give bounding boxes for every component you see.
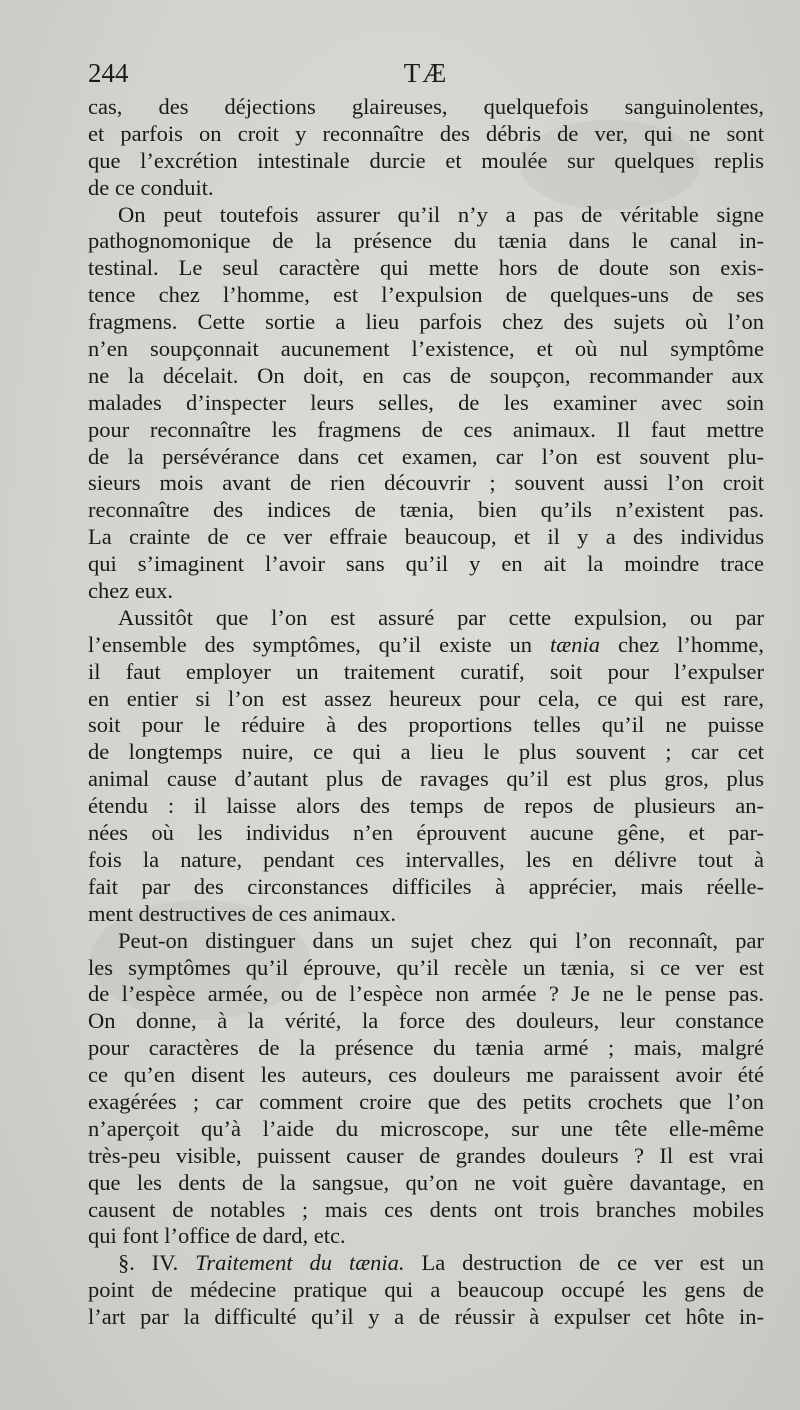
text-segment: très-peu visible, puissent causer de grandes douleurs ? Il est vrai <box>88 1142 764 1168</box>
text-line <box>88 955 764 982</box>
text-segment: testinal. Le seul caractère qui mette hors de doute son exis- <box>88 255 764 281</box>
text-segment: fait par des circonstances difficiles à apprécier, mais réelle- <box>88 873 764 899</box>
text-line <box>88 417 764 444</box>
text-line <box>88 928 764 955</box>
text-line <box>88 1197 764 1224</box>
italic-segment: tænia <box>550 631 601 657</box>
text-segment: pour caractères de la présence du tænia armé ; mais, malgré <box>88 1035 764 1061</box>
text-line <box>88 148 764 175</box>
text-line <box>88 739 764 766</box>
text-segment: point de médecine pratique qui a beaucoup occupé les gens de <box>88 1277 764 1303</box>
text-segment: il faut employer un traitement curatif, soit pour l’expulser <box>88 658 764 684</box>
text-segment: ment destructives de ces animaux. <box>88 900 397 926</box>
text-segment: reconnaître des indices de tænia, bien qu’ils n’existent pas. <box>88 497 764 523</box>
text-segment: l’ensemble des symptômes, qu’il existe un <box>88 631 551 657</box>
text-line <box>88 524 764 551</box>
text-line <box>88 363 764 390</box>
text-segment: ce qu’en disent les auteurs, ces douleurs me paraissent avoir été <box>88 1062 764 1088</box>
text-line <box>88 94 764 121</box>
text-line <box>88 1223 764 1250</box>
text-segment: causent de notables ; mais ces dents ont trois branches mobiles <box>88 1196 764 1222</box>
text-segment: cas, des déjections glaireuses, quelquefois sanguinolentes, <box>88 94 764 119</box>
text-line <box>88 309 764 336</box>
text-line <box>88 228 764 255</box>
text-segment: n’en soupçonnait aucunement l’existence, et où nul symptôme <box>88 336 764 362</box>
text-segment: Peut-on distinguer dans un sujet chez qui l’on reconnaît, par <box>118 927 764 953</box>
text-line <box>88 282 764 309</box>
text-segment: pour reconnaître les fragmens de ces animaux. Il faut mettre <box>88 416 764 442</box>
text-segment: n’aperçoit qu’à l’aide du microscope, sur une tête elle-même <box>88 1115 764 1141</box>
text-segment: l’art par la difficulté qu’il y a de réussir à expulser cet hôte in- <box>88 1304 764 1330</box>
text-segment: tence chez l’homme, est l’expulsion de quelques-uns de ses <box>88 282 764 308</box>
text-segment: en entier si l’on est assez heureux pour cela, ce qui est rare, <box>88 685 764 711</box>
text-line <box>88 605 764 632</box>
text-segment: §. IV. <box>118 1250 196 1276</box>
text-segment: de l’espèce armée, ou de l’espèce non armée ? Je ne le pense pas. <box>88 981 764 1007</box>
text-segment: que l’excrétion intestinale durcie et moulée sur quelques replis <box>88 147 764 173</box>
text-line <box>88 820 764 847</box>
text-line <box>88 686 764 713</box>
text-segment: animal cause d’autant plus de ravages qu’il est plus gros, plus <box>88 766 764 792</box>
text-line <box>88 1304 764 1331</box>
text-segment: soit pour le réduire à des proportions telles qu’il ne puisse <box>88 712 764 738</box>
text-line <box>88 390 764 417</box>
text-line <box>88 470 764 497</box>
text-segment: de la persévérance dans cet examen, car l’on est souvent plu- <box>88 443 764 469</box>
italic-segment: Traitement du tænia. <box>195 1250 405 1276</box>
text-segment: nées où les individus n’en éprouvent aucune gêne, et par- <box>88 820 764 846</box>
text-segment: Aussitôt que l’on est assuré par cette expulsion, ou par <box>118 604 764 630</box>
text-segment: pathognomonique de la présence du tænia dans le canal in- <box>88 228 764 254</box>
text-line <box>88 175 764 202</box>
text-line <box>88 1062 764 1089</box>
running-head: TÆ <box>403 58 449 88</box>
page-number: 244 <box>88 58 129 88</box>
text-line <box>88 121 764 148</box>
text-segment: de longtemps nuire, ce qui a lieu le plus souvent ; car cet <box>88 739 764 765</box>
body-text <box>88 94 764 1331</box>
text-line <box>88 1008 764 1035</box>
text-segment: On donne, à la vérité, la force des douleurs, leur constance <box>88 1008 764 1034</box>
text-line <box>88 847 764 874</box>
text-segment: La destruction de ce ver est un <box>404 1250 764 1276</box>
text-line <box>88 336 764 363</box>
text-segment: étendu : il laisse alors des temps de repos de plusieurs an- <box>88 793 764 819</box>
text-line <box>88 901 764 928</box>
text-line <box>88 1035 764 1062</box>
text-line <box>88 766 764 793</box>
text-line <box>88 874 764 901</box>
text-segment: chez eux. <box>88 578 173 604</box>
text-line <box>88 497 764 524</box>
text-line <box>88 712 764 739</box>
text-segment: les symptômes qu’il éprouve, qu’il recèle un tænia, si ce ver est <box>88 954 764 980</box>
text-line <box>88 255 764 282</box>
text-segment: sieurs mois avant de rien découvrir ; souvent aussi l’on croit <box>88 470 764 496</box>
text-segment: fragmens. Cette sortie a lieu parfois chez des sujets où l’on <box>88 309 764 335</box>
text-line <box>88 632 764 659</box>
text-line <box>88 578 764 605</box>
text-segment: La crainte de ce ver effraie beaucoup, et il y a des individus <box>88 524 764 550</box>
text-segment: exagérées ; car comment croire que des petits crochets que l’on <box>88 1088 764 1114</box>
text-line <box>88 1170 764 1197</box>
text-line <box>88 444 764 471</box>
text-line <box>88 202 764 229</box>
text-line <box>88 981 764 1008</box>
text-segment: qui s’imaginent l’avoir sans qu’il y en ait la moindre trace <box>88 551 764 577</box>
text-line <box>88 793 764 820</box>
text-line <box>88 1116 764 1143</box>
text-segment: malades d’inspecter leurs selles, de les examiner avec soin <box>88 389 764 415</box>
text-segment: On peut toutefois assurer qu’il n’y a pas de véritable signe <box>118 201 764 227</box>
page-header <box>88 58 764 92</box>
text-segment: chez l’homme, <box>600 631 764 657</box>
text-line <box>88 551 764 578</box>
text-segment: que les dents de la sangsue, qu’on ne voit guère davantage, en <box>88 1169 764 1195</box>
text-segment: de ce conduit. <box>88 174 214 200</box>
text-segment: fois la nature, pendant ces intervalles, les en délivre tout à <box>88 846 764 872</box>
text-line <box>88 1250 764 1277</box>
text-line <box>88 1143 764 1170</box>
text-segment: qui font l’office de dard, etc. <box>88 1223 346 1249</box>
text-line <box>88 659 764 686</box>
text-line <box>88 1277 764 1304</box>
text-segment: ne la décelait. On doit, en cas de soupçon, recommander aux <box>88 362 764 388</box>
text-segment: et parfois on croit y reconnaître des débris de ver, qui ne sont <box>88 120 764 146</box>
text-line <box>88 1089 764 1116</box>
